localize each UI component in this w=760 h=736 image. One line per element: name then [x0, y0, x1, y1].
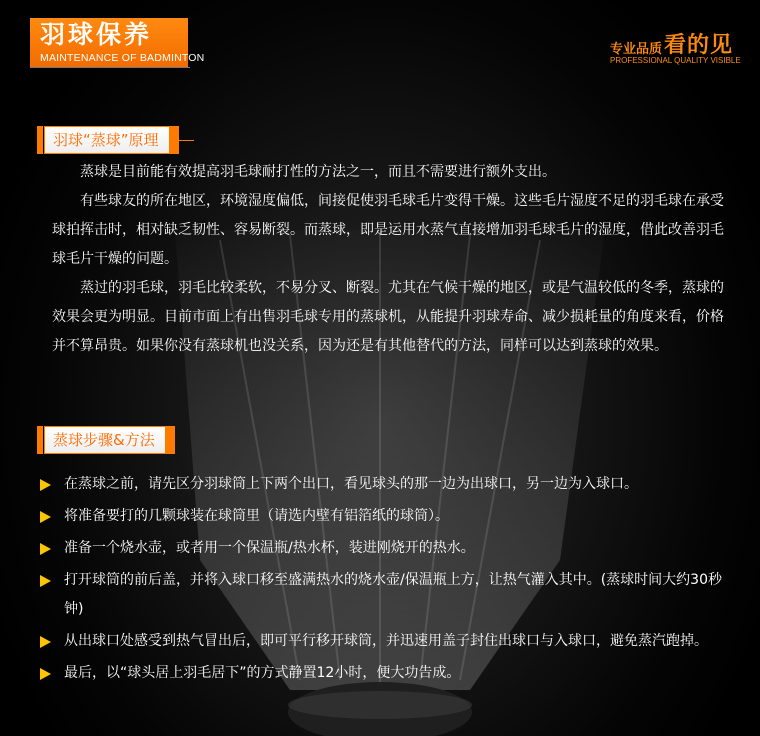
- arrow-bullet-icon: [40, 575, 51, 587]
- paragraph: 蒸球是目前能有效提高羽毛球耐打性的方法之一，而且不需要进行额外支出。: [80, 164, 556, 180]
- arrow-bullet-icon: [40, 668, 51, 680]
- list-item: 将准备要打的几颗球装在球筒里（请选内壁有铝箔纸的球筒）。: [38, 502, 728, 531]
- paragraph: 蒸过的羽毛球，羽毛比较柔软，不易分叉、断裂。尤其在气候干燥的地区，或是气温较低的冬季，蒸球的效果会更为明显。目前市面上有出售羽毛球专用的蒸球机，从能提升羽球寿命、减少损耗量的角度来看，价格并不算昂贵。如果你没有蒸球机也没关系，因为还是有其他替代的方法，同样可以达到蒸球的效果。: [52, 280, 724, 354]
- header-divider: [30, 67, 190, 68]
- list-item: 在蒸球之前，请先区分羽球筒上下两个出口，看见球头的那一边为出球口，另一边为入球口。: [38, 470, 728, 499]
- list-item: 最后，以“球头居上羽毛居下”的方式静置12小时，便大功告成。: [38, 659, 728, 688]
- arrow-bullet-icon: [40, 479, 51, 491]
- steps-list: [38, 470, 728, 691]
- list-item: 准备一个烧水壶，或者用一个保温瓶/热水杯，装进刚烧开的热水。: [38, 534, 728, 563]
- quality-slogan-english: PROFESSIONAL QUALITY VISIBLE: [610, 56, 741, 65]
- list-item: 打开球筒的前后盖，并将入球口移至盛满热水的烧水壶/保温瓶上方，让热气灌入其中。(蒸球时间大约30秒钟): [38, 566, 728, 624]
- quality-slogan-small: 专业品质: [610, 42, 663, 57]
- list-item: 从出球口处感受到热气冒出后，即可平行移开球筒，并迅速用盖子封住出球口与入球口，避免蒸汽跑掉。: [38, 627, 728, 656]
- arrow-bullet-icon: [40, 636, 51, 648]
- arrow-bullet-icon: [40, 511, 51, 523]
- quality-slogan-big: 看的见: [664, 33, 734, 58]
- section-heading-steps: 蒸球步骤&方法: [44, 426, 175, 454]
- principle-text: [52, 158, 728, 361]
- header-title: 羽球保养: [40, 20, 153, 49]
- header-subtitle: MAINTENANCE OF BADMINTON: [40, 52, 205, 64]
- section-heading-principle: 羽球“蒸球”原理: [44, 126, 179, 154]
- arrow-bullet-icon: [40, 543, 51, 555]
- paragraph: 有些球友的所在地区，环境湿度偏低，间接促使羽毛球毛片变得干燥。这些毛片湿度不足的羽毛球在承受球拍挥击时，相对缺乏韧性、容易断裂。而蒸球，即是运用水蒸气直接增加羽毛球毛片的湿度，借此改善羽毛球毛片干燥的问题。: [52, 193, 724, 267]
